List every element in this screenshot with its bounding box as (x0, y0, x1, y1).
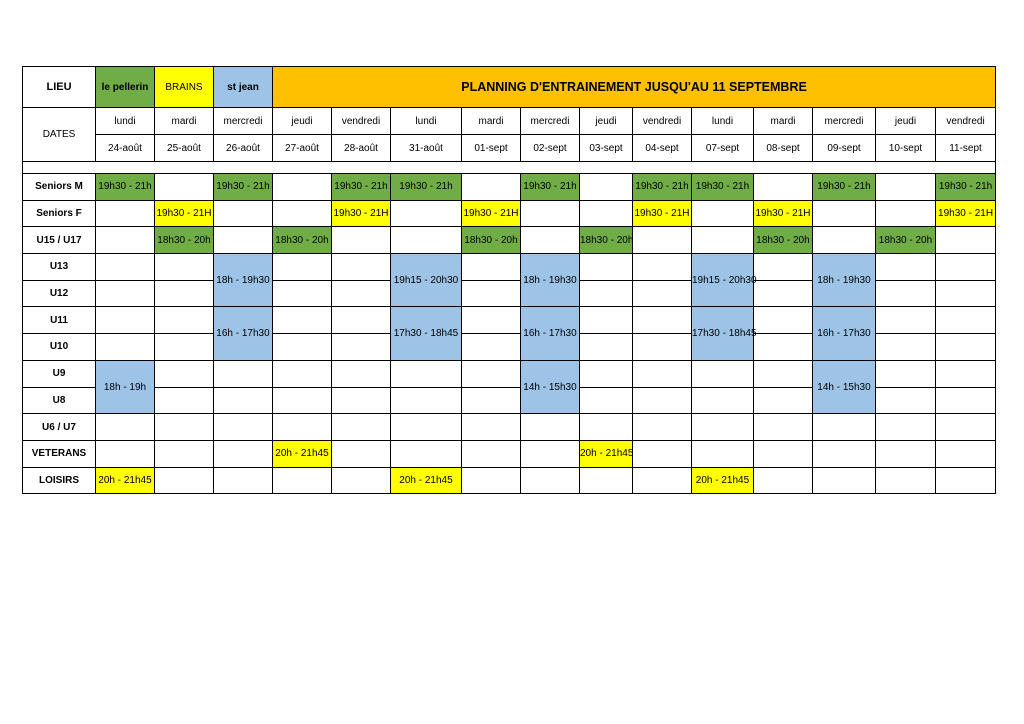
slot-cell: 19h30 - 21H (754, 200, 813, 227)
day-cell: mardi (462, 108, 521, 135)
empty-cell (391, 360, 462, 387)
empty-cell (155, 254, 214, 281)
group-label: Seniors F (23, 200, 96, 227)
empty-cell (813, 414, 876, 441)
group-label: U10 (23, 334, 96, 361)
empty-cell (521, 200, 580, 227)
empty-cell (332, 334, 391, 361)
day-cell: vendredi (332, 108, 391, 135)
day-cell: mercredi (813, 108, 876, 135)
date-cell: 09-sept (813, 135, 876, 162)
day-cell: jeudi (580, 108, 633, 135)
empty-cell (96, 440, 155, 467)
slot-cell: 19h15 - 20h30 (692, 254, 754, 307)
empty-cell (521, 440, 580, 467)
day-cell: lundi (692, 108, 754, 135)
slot-cell: 19h30 - 21H (462, 200, 521, 227)
empty-cell (155, 414, 214, 441)
lieu-header: LIEU (23, 67, 96, 108)
empty-cell (876, 254, 936, 281)
schedule-table (22, 66, 996, 494)
empty-cell (273, 254, 332, 281)
empty-cell (391, 387, 462, 414)
empty-cell (273, 360, 332, 387)
date-cell: 28-août (332, 135, 391, 162)
empty-cell (462, 387, 521, 414)
group-label: U12 (23, 280, 96, 307)
slot-cell: 14h - 15h30 (521, 360, 580, 413)
empty-cell (462, 307, 521, 334)
empty-cell (876, 387, 936, 414)
empty-cell (754, 254, 813, 281)
empty-cell (876, 307, 936, 334)
empty-cell (155, 307, 214, 334)
slot-cell: 16h - 17h30 (813, 307, 876, 360)
empty-cell (273, 387, 332, 414)
date-cell: 24-août (96, 135, 155, 162)
date-cell: 11-sept (936, 135, 996, 162)
empty-cell (633, 414, 692, 441)
slot-cell: 18h - 19h30 (214, 254, 273, 307)
empty-cell (936, 280, 996, 307)
slot-cell: 19h30 - 21h (633, 174, 692, 201)
empty-cell (155, 174, 214, 201)
page-title: PLANNING D'ENTRAINEMENT JUSQU'AU 11 SEPTEMBRE (273, 67, 996, 108)
empty-cell (692, 414, 754, 441)
table-row (23, 200, 996, 227)
slot-cell: 19h30 - 21h (332, 174, 391, 201)
date-cell: 08-sept (754, 135, 813, 162)
slot-cell: 18h30 - 20h (273, 227, 332, 254)
group-label: U9 (23, 360, 96, 387)
empty-cell (332, 414, 391, 441)
empty-cell (332, 227, 391, 254)
empty-cell (462, 174, 521, 201)
empty-cell (214, 227, 273, 254)
empty-cell (580, 254, 633, 281)
slot-cell: 20h - 21h45 (391, 467, 462, 494)
empty-cell (936, 414, 996, 441)
empty-cell (155, 440, 214, 467)
empty-cell (633, 387, 692, 414)
location-le-pellerin: le pellerin (96, 67, 155, 108)
empty-cell (273, 200, 332, 227)
empty-cell (96, 254, 155, 281)
empty-cell (96, 227, 155, 254)
empty-cell (936, 440, 996, 467)
empty-cell (754, 280, 813, 307)
group-label: LOISIRS (23, 467, 96, 494)
day-cell: lundi (391, 108, 462, 135)
group-label: VETERANS (23, 440, 96, 467)
slot-cell: 18h - 19h30 (813, 254, 876, 307)
empty-cell (936, 360, 996, 387)
empty-cell (462, 414, 521, 441)
slot-cell: 18h30 - 20h (876, 227, 936, 254)
empty-cell (391, 227, 462, 254)
slot-cell: 19h30 - 21H (936, 200, 996, 227)
empty-cell (633, 334, 692, 361)
slot-cell: 18h - 19h (96, 360, 155, 413)
day-cell: mardi (155, 108, 214, 135)
empty-cell (155, 467, 214, 494)
slot-cell: 18h30 - 20h (155, 227, 214, 254)
date-cell: 25-août (155, 135, 214, 162)
empty-cell (876, 200, 936, 227)
empty-cell (462, 334, 521, 361)
slot-cell: 19h30 - 21H (633, 200, 692, 227)
slot-cell: 20h - 21h45 (273, 440, 332, 467)
empty-cell (214, 360, 273, 387)
empty-cell (155, 280, 214, 307)
day-cell: mercredi (214, 108, 273, 135)
slot-cell: 16h - 17h30 (521, 307, 580, 360)
slot-cell: 20h - 21h45 (96, 467, 155, 494)
empty-cell (273, 174, 332, 201)
slot-cell: 14h - 15h30 (813, 360, 876, 413)
empty-cell (521, 467, 580, 494)
empty-cell (214, 414, 273, 441)
empty-cell (633, 467, 692, 494)
date-cell: 31-août (391, 135, 462, 162)
date-cell: 27-août (273, 135, 332, 162)
day-cell: jeudi (876, 108, 936, 135)
empty-cell (754, 174, 813, 201)
empty-cell (332, 307, 391, 334)
empty-cell (521, 227, 580, 254)
slot-cell: 19h30 - 21h (936, 174, 996, 201)
empty-cell (692, 387, 754, 414)
slot-cell: 19h30 - 21h (214, 174, 273, 201)
empty-cell (633, 360, 692, 387)
empty-cell (580, 307, 633, 334)
date-cell: 10-sept (876, 135, 936, 162)
empty-cell (273, 280, 332, 307)
empty-cell (273, 414, 332, 441)
slot-cell: 16h - 17h30 (214, 307, 273, 360)
empty-cell (936, 254, 996, 281)
date-cell: 26-août (214, 135, 273, 162)
table-row (23, 227, 996, 254)
empty-cell (332, 467, 391, 494)
table-row (23, 254, 996, 281)
empty-cell (936, 227, 996, 254)
location-st-jean: st jean (214, 67, 273, 108)
group-label: Seniors M (23, 174, 96, 201)
slot-cell: 19h30 - 21h (692, 174, 754, 201)
empty-cell (155, 334, 214, 361)
day-cell: vendredi (633, 108, 692, 135)
empty-cell (633, 227, 692, 254)
empty-cell (96, 414, 155, 441)
slot-cell: 17h30 - 18h45 (692, 307, 754, 360)
location-brains: BRAINS (155, 67, 214, 108)
empty-cell (580, 174, 633, 201)
empty-cell (214, 467, 273, 494)
slot-cell: 20h - 21h45 (692, 467, 754, 494)
empty-cell (462, 360, 521, 387)
slot-cell: 19h30 - 21h (813, 174, 876, 201)
empty-cell (754, 414, 813, 441)
empty-cell (521, 414, 580, 441)
date-cell: 01-sept (462, 135, 521, 162)
slot-cell: 19h30 - 21H (332, 200, 391, 227)
table-row (23, 307, 996, 334)
empty-cell (754, 387, 813, 414)
empty-cell (754, 440, 813, 467)
day-cell: jeudi (273, 108, 332, 135)
empty-cell (580, 280, 633, 307)
empty-cell (876, 440, 936, 467)
empty-cell (754, 467, 813, 494)
slot-cell: 19h30 - 21h (391, 174, 462, 201)
empty-cell (580, 467, 633, 494)
empty-cell (96, 307, 155, 334)
empty-cell (462, 254, 521, 281)
slot-cell: 18h30 - 20h (462, 227, 521, 254)
empty-cell (813, 467, 876, 494)
date-cell: 07-sept (692, 135, 754, 162)
empty-cell (273, 334, 332, 361)
empty-cell (633, 307, 692, 334)
table-row (23, 467, 996, 494)
empty-cell (580, 200, 633, 227)
empty-cell (754, 360, 813, 387)
empty-cell (580, 414, 633, 441)
empty-cell (332, 387, 391, 414)
group-label: U8 (23, 387, 96, 414)
empty-cell (580, 334, 633, 361)
empty-cell (813, 440, 876, 467)
empty-cell (813, 200, 876, 227)
empty-cell (462, 280, 521, 307)
training-schedule (22, 66, 995, 494)
group-label: U15 / U17 (23, 227, 96, 254)
empty-cell (214, 387, 273, 414)
table-row (23, 174, 996, 201)
date-cell: 02-sept (521, 135, 580, 162)
slot-cell: 18h30 - 20h (580, 227, 633, 254)
empty-cell (876, 174, 936, 201)
empty-cell (273, 307, 332, 334)
empty-cell (273, 467, 332, 494)
table-row (23, 360, 996, 387)
empty-cell (876, 467, 936, 494)
empty-cell (96, 200, 155, 227)
empty-cell (155, 387, 214, 414)
group-label: U6 / U7 (23, 414, 96, 441)
empty-cell (332, 440, 391, 467)
empty-cell (155, 360, 214, 387)
empty-cell (633, 440, 692, 467)
empty-cell (936, 334, 996, 361)
separator (23, 162, 996, 174)
dates-header: DATES (23, 108, 96, 162)
empty-cell (96, 334, 155, 361)
empty-cell (214, 440, 273, 467)
table-row (23, 414, 996, 441)
empty-cell (332, 254, 391, 281)
slot-cell: 18h30 - 20h (754, 227, 813, 254)
empty-cell (692, 200, 754, 227)
empty-cell (692, 227, 754, 254)
date-cell: 03-sept (580, 135, 633, 162)
empty-cell (633, 280, 692, 307)
empty-cell (633, 254, 692, 281)
empty-cell (936, 307, 996, 334)
empty-cell (936, 387, 996, 414)
empty-cell (876, 414, 936, 441)
slot-cell: 19h15 - 20h30 (391, 254, 462, 307)
group-label: U13 (23, 254, 96, 281)
empty-cell (876, 360, 936, 387)
day-cell: mardi (754, 108, 813, 135)
slot-cell: 19h30 - 21H (155, 200, 214, 227)
empty-cell (813, 227, 876, 254)
empty-cell (692, 360, 754, 387)
day-cell: vendredi (936, 108, 996, 135)
empty-cell (692, 440, 754, 467)
slot-cell: 19h30 - 21h (96, 174, 155, 201)
empty-cell (580, 387, 633, 414)
date-cell: 04-sept (633, 135, 692, 162)
slot-cell: 19h30 - 21h (521, 174, 580, 201)
group-label: U11 (23, 307, 96, 334)
empty-cell (876, 334, 936, 361)
day-cell: lundi (96, 108, 155, 135)
empty-cell (332, 280, 391, 307)
slot-cell: 18h - 19h30 (521, 254, 580, 307)
empty-cell (754, 334, 813, 361)
empty-cell (391, 200, 462, 227)
empty-cell (96, 280, 155, 307)
empty-cell (391, 414, 462, 441)
empty-cell (580, 360, 633, 387)
empty-cell (462, 440, 521, 467)
empty-cell (214, 200, 273, 227)
slot-cell: 20h - 21h45 (580, 440, 633, 467)
empty-cell (391, 440, 462, 467)
empty-cell (936, 467, 996, 494)
table-row (23, 440, 996, 467)
day-cell: mercredi (521, 108, 580, 135)
empty-cell (754, 307, 813, 334)
empty-cell (462, 467, 521, 494)
empty-cell (332, 360, 391, 387)
empty-cell (876, 280, 936, 307)
slot-cell: 17h30 - 18h45 (391, 307, 462, 360)
